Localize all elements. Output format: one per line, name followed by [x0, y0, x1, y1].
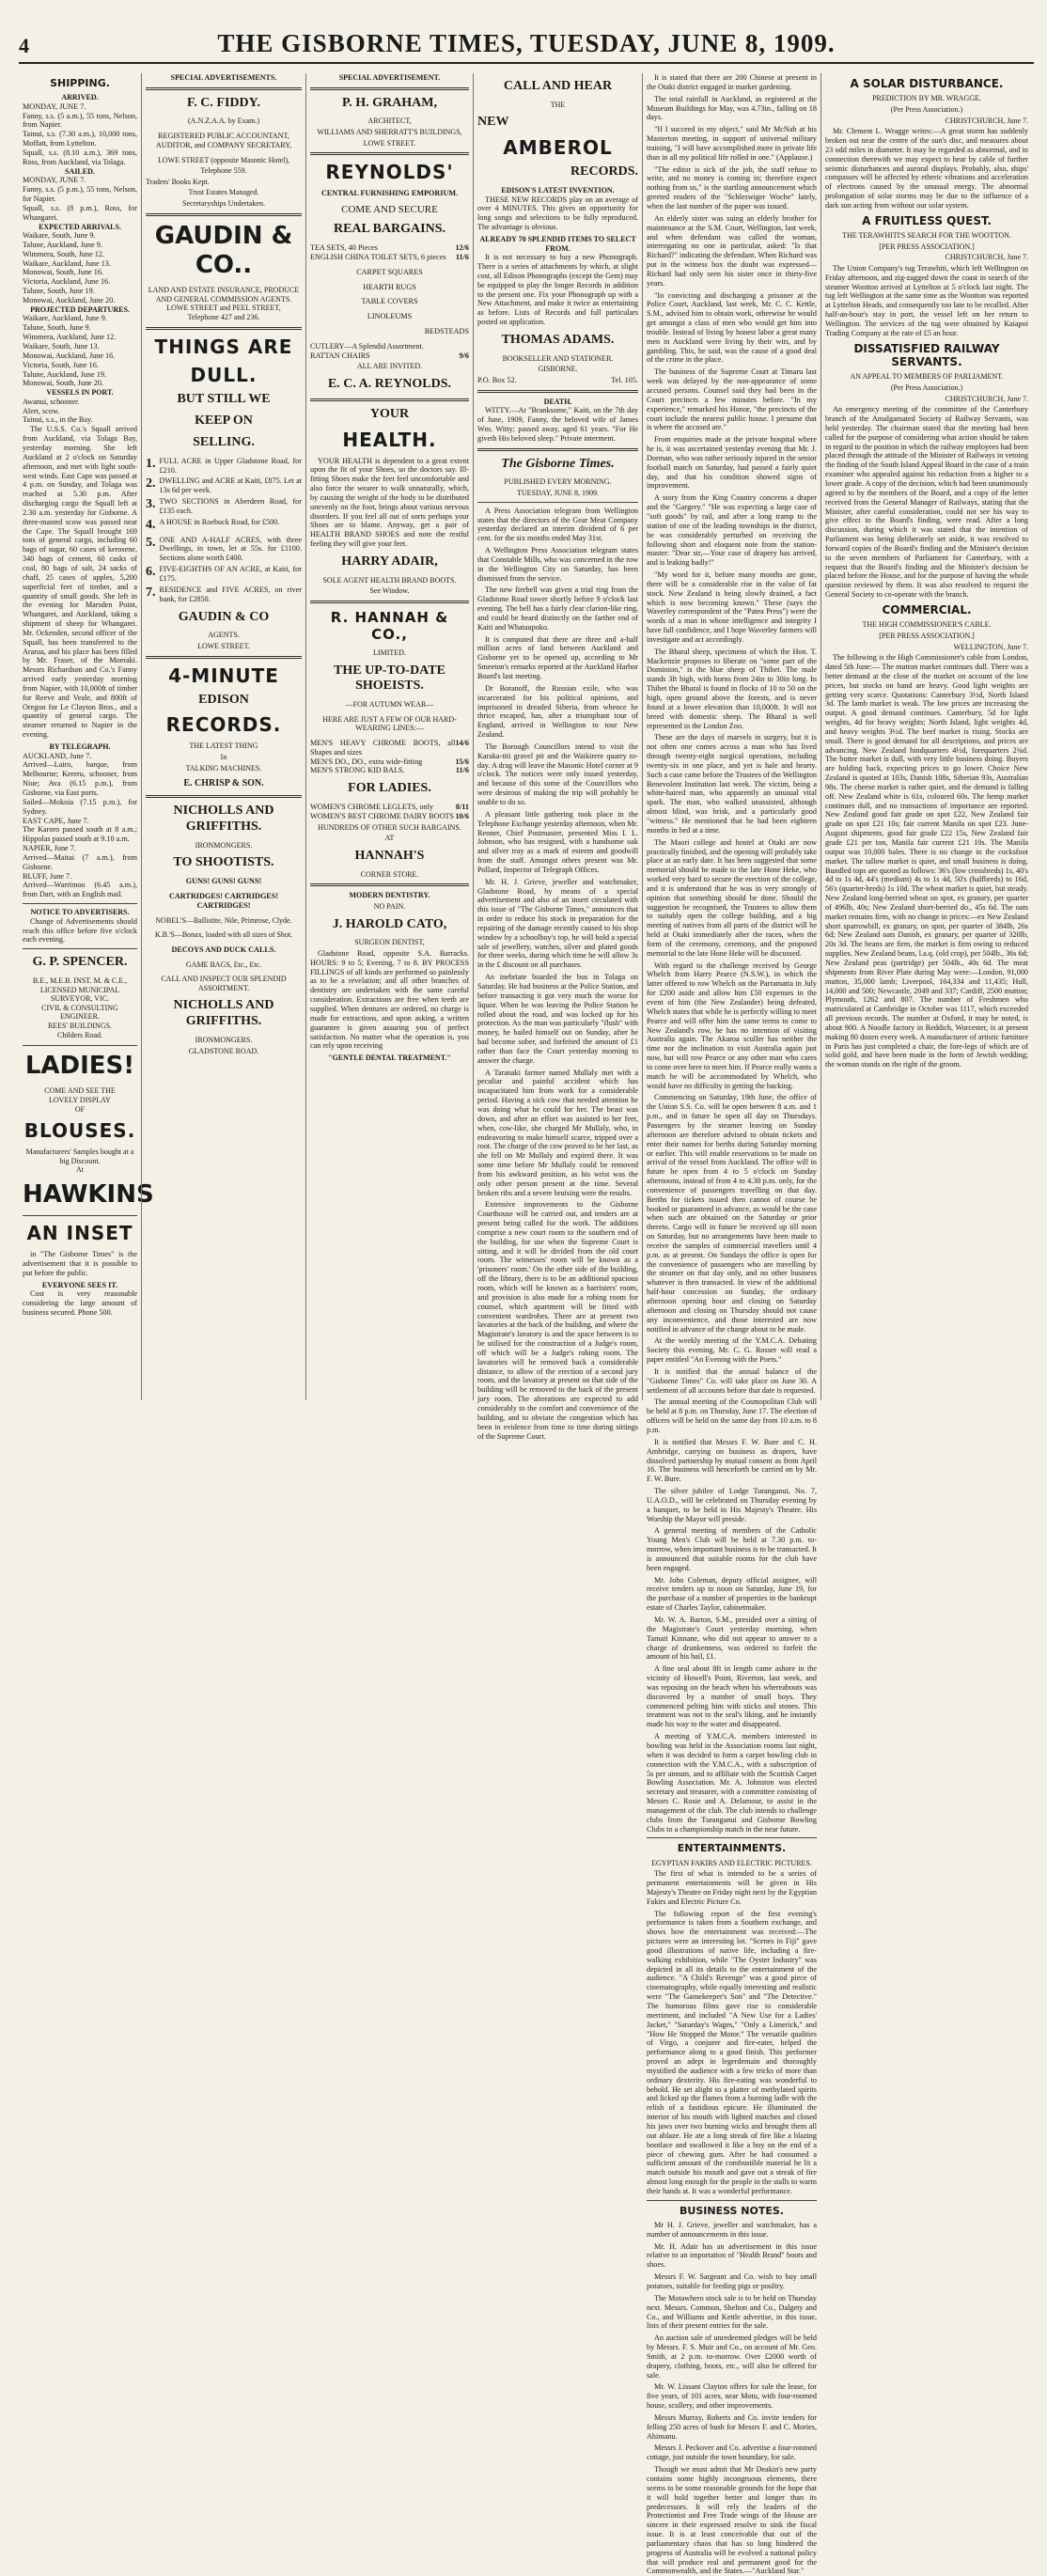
news-paragraph: These are the days of marvels in surgery, but it is not often one comes across a man who has lived through twenty-eight surgical operations, including twenty-six in one place, and yet is hale and hearty. Such a case came before the Trustees of the Wellington Benevolent Institution last week. The victim, being a white-haired man, who apparently an unusual vital spark. The man, who walked unassisted, although almost blind, was brisk, and a particularly good "witness." He mentioned that he had been eighteen months in bed at a time. — [647, 733, 817, 835]
news-paragraph: Dr Boranoff, the Russian exile, who was incarcerated for his political opinions, and imprisoned in dreaded Siberia, from whence he thrice escaped, has, after a triumphant tour of England, arrived in Wellington to tour New Zealand. — [477, 683, 638, 740]
inset-body: in "The Gisborne Times" is the advertisement that it is possible to put before the public. — [23, 1250, 137, 1277]
projected-list — [23, 314, 137, 388]
news-paragraph: "If I succeed in my object," said Mr McNab at his Masterton meeting, in support of universal military training, "I will have accomplished more in private life than in all my political life rolled in one." (Applause.) — [647, 125, 817, 162]
amberol-heading: AMBEROL — [503, 136, 613, 160]
surgeon-label: SURGEON DENTIST, — [354, 938, 425, 947]
iron-label: IRONMONGERS. — [195, 840, 253, 850]
property-number: 7. — [146, 585, 156, 600]
new-label: NEW — [477, 115, 509, 130]
news-paragraph: An inebriate boarded the bus in Tolaga on Saturday. He had business at the Police Station, and before transacting it got very much the worse for liquor. When he was leaving the Police Station he rolled about the road, and was locked up for his protection. As the man was particularly "flush" with money, he bailed himself out on Sunday, after he had become sober, and forfeited the amount of £1 rather than face the Court yesterday morning to answer the charge. — [477, 973, 638, 1065]
property-text: DWELLING and ACRE at Kaiti, £875. Let at 13s 6d per week. — [159, 476, 302, 495]
solar-heading: A SOLAR DISTURBANCE. — [850, 77, 1004, 90]
special-ads-heading: SPECIAL ADVERTISEMENTS. — [170, 73, 277, 82]
records-label: RECORDS. — [570, 164, 638, 180]
bed-label: BEDSTEADS — [424, 327, 469, 336]
property-number: 3. — [146, 497, 156, 512]
ladies-lines — [23, 1086, 137, 1114]
ladies-heading: LADIES! — [24, 1052, 135, 1081]
telegraph-line: BLUFF, June 7. — [23, 871, 72, 881]
utd-label: THE UP-TO-DATE SHOEISTS. — [334, 663, 445, 694]
news-paragraph: The total rainfall in Auckland, as registered at the Museum Buildings for May, was 4.73in., falling on 18 days. — [647, 94, 817, 122]
blouses-line: Manufacturers' Samples bought at a — [25, 1147, 134, 1157]
table-label: TABLE COVERS — [361, 297, 418, 306]
spencer-line: LICENSED MUNICIPAL SURVEYOR, VIC. — [39, 985, 120, 1004]
commercial-body: The following is the High Commissioner's cable from London, dated 5th June:— The mutton market continues dull. There was a better demand at the close of the market on account of the low prices, but stocks on hand are heavy. Good light weights are getting very scarce. Quotations: Canterbury 3½d, North Island 3d. The lamb market is weak. The low prices are increasing the output. A good demand continues. Canterbury, 5d for light weights, 4d for heavy weights; North Island, light weights 4d, and heavy weights 3½d. The beef market is rising. Stocks are small. There is good demand for all descriptions, and prices are advancing. New Zealand hindquarters 4½d, forequarters 2¾d. The butter market is dull, with very little business doing. Buyers are holding back, expecting prices to go lower. Choice New Zealand is quoted at 103s, Danish 108s, Siberian 93s, Australian 98s. The cheese market is rather quiet, and the demand is falling off. New Zealand white is 61s, coloured 60s. The hemp market continues dull, and no transactions of importance are reported. New Zealand good fair grade on spot £22, New Zealand fair grade on spot £21 10s; fair current Manila on spot £23. June-August shipments, good fair grade £22 15s, New Zealand fair grade £21 per ton, Manila fair current £21 10s. The Manila output was 10,000 bales. There is no change in the cocksfoot market. The tallow market is quiet, and small business is doing. Bundled tops are quoted as follows: 36's (low crossbreds) 1s, 40's 4d to 1s 4d, 44's (medium) 4s to 1s 4d, 50's (halfbreds) to 16d, 56's (quarter-breds) 1s 10d. The wheat market is quiet, but steady. New Zealand long-berried wheat on spot, ex granary, per quarter of 496lb, 40s; New Zealand short-berried do., 45s 6d. The oats market remains firm, with no change in prices:—ex New Zealand short sparrowbill, ex granary, on spot, per quarter of 384lb, 26s 6d; New Zealand oats Danish, ex granary, per quarter of 320lb, 20s 3d. The beans are firm, the market is firm owing to reduced supplies. New Zealand beans, l.a.q. (old crop), per 504lb., 36s 6d; New Zealand peas (partridge) per 504lb., 40s 6d. The meat shipments from River Plate during May were:—London, 91,000 mutton, 35,000 lamb; Liverpool, 164,334 and 11,435; Hull, 14,000 and 500; Newcastle, 2049 and 337; Cardiff, 2500 mutton; Plymouth, 1262 and 807. The number of Freshmen who matriculated at Cambridge in October was 1117, which exceeded all previous records. The number at Oxford, it may be noted, is about 900. A Noodle factory in Reddich, Worcester, is at present making 80 dozen every week. A manufacturer of artistic furniture in Paris has just completed a chair, the fore-legs of which are of solid gold, and have been made in the form of Jewish wedding; the woman stands on the right of the groom. — [825, 653, 1028, 1069]
news-paragraphs-1 — [477, 507, 638, 1442]
property-number: 5. — [146, 535, 156, 550]
sailed-heading: SAILED. — [65, 166, 95, 176]
property-item — [146, 536, 302, 564]
property-item — [146, 565, 302, 584]
price-value: 12/6 — [455, 243, 469, 252]
entertainments-sub: EGYPTIAN FAKIRS AND ELECTRIC PICTURES. — [651, 1858, 812, 1867]
reynolds-name: REYNOLDS' — [325, 161, 454, 184]
telephone: Tel. 105. — [611, 375, 638, 384]
property-text: FIVE-EIGHTHS OF AN ACRE, at Kaiti, for £175. — [159, 565, 302, 584]
ladies-label: FOR LADIES. — [348, 781, 431, 796]
mens2-label: MEN'S DO., DO., extra wide-fitting — [310, 757, 423, 766]
agents-label: AGENTS. — [208, 631, 240, 640]
vessel-line: Tainui, s.s., in the Bay. — [23, 415, 93, 425]
news-paragraph: "In convicting and discharging a prisoner at the Police Court, Auckland, last week, Mr. C. C. Kettle, S.M., advised him to obtain work, otherwise he would get amongst a class of men who would get him into trouble. Instead of living by honest labor a great many men in Auckland were living by their wits, and by gambling. This, he said, was the cause of a good deal of the crime in the place. — [647, 290, 817, 365]
expected-line: Wimmera, South, June 12. — [23, 249, 104, 258]
but-heading: BUT STILL WE — [177, 392, 271, 407]
published-label: PUBLISHED EVERY MORNING. — [504, 477, 612, 487]
news-paragraph: "The editor is sick of the job, the staff refuse to write, and no money is coming in; therefore expect nothing from us," is the startling announcement which greeted readers of the "Schleswiger Woche" lately, when the last number of the paper was issued. — [647, 164, 817, 211]
property-text: TWO SECTIONS in Aberdeen Road, for £135 each. — [159, 497, 302, 515]
issue-date: TUESDAY, JUNE 8, 1909. — [516, 489, 600, 498]
adair-sub: SOLE AGENT HEALTH BRAND BOOTS. — [322, 575, 457, 585]
masthead-title: THE GISBORNE TIMES, TUESDAY, JUNE 8, 1909. — [217, 29, 836, 57]
telegraph-line: AUCKLAND, June 7. — [23, 751, 92, 760]
fruitless-heading: A FRUITLESS QUEST. — [862, 213, 992, 227]
business-paragraph: An auction sale of unredeemed pledges will be held by Messrs. F. S. Muir and Co., on account of Mr. Geo. Smith, at 2 p.m. to-morrow. Over £2000 worth of drapery, clothing, boots, etc., will also be offered for sale. — [647, 2334, 817, 2380]
hearth-label: HEARTH RUGS — [363, 282, 416, 291]
projected-line: Waikare, Auckland, June 9. — [23, 314, 107, 323]
property-text: ONE AND A-HALF ACRES, with three Dwellings, in town, let at 55s. for £1100. Sections alone worth £400. — [159, 535, 302, 563]
entertainment-paragraph: The following report of the first evening's performance is taken from a Southern exchange, and shows how the entertainment was received:—The pictures were an interesting lot. "Scenes in Fiji" gave good illustrations of native life, including a fire-walking exhibition, while "The Oyster Industry" was depicted in all its details to the entertainment of the audience. "A Child's Revenge" was a good piece of cinematography, while equally interesting and realistic were "The Gamekeeper's Son" and "The Detective." The humorous films gave rise to considerable merriment, and included "A New Use for a Ladies' Jacket," "Saturday's Wages," "Only a Limerick," and "How He Stopped the Motor." The versatile qualities of Virgo, a conjurer and fire-eater, helped the performance along to a good finish. This performer proved an adept in legerdemain and thoroughly mystified the audience with a few tricks of more than ordinary dexterity. His fire-eating was wonderful to behold. He set alight to a platter of methylated spirits and licked up the flames from a burning ladle with the relish of a fastidious epicure. He illuminated the interior of his mouth with lighted matches and closed his jaws over two burning wicks and brought them all out ablaze. He ate a long streak of fire like a blazing bootlace and swallowed it like a boy on the end of a piece of chewing gum. After he had consumed a sufficient amount of the combustible material he lit a match outside his mouth and gave out a streak of fire almost long enough for the people in the stalls to warm their hands at. It was a wonderful performance. — [647, 1909, 817, 2195]
death-body: WITTY.—At "Branksome," Kaiti, on the 7th day of June, 1909, Fanny, the beloved wife of James Wm. Witty; passed away, aged 61 years. "For He giveth His beloved sleep." Private interment. — [477, 406, 638, 443]
modern-label: MODERN DENTISTRY. — [349, 891, 430, 900]
vessels-list — [23, 398, 137, 426]
limited-label: LIMITED. — [373, 648, 406, 657]
column-news-1 — [473, 73, 642, 1441]
local-note: Mr. John Coleman, deputy official assignee, will receive tenders up to noon on Saturday, June 19, for the purchase of a number of properties in the bankrupt estate of Charles Taylor, cabinetmaker. — [647, 1575, 817, 1613]
entertainment-paragraph: The first of what is intended to be a series of permanent entertainments will be given in His Majesty's Theatre on Friday night next by the Egyptian Fakirs and Electric Picture Co. — [647, 1869, 817, 1906]
mens-price: 14/6 — [455, 738, 469, 747]
news-paragraph: The Maori college and hostel at Otaki are now practically finished, and the opening will probably take place at an early date. It has been suggested that some memorial should be made to the late Hone Heke, who worked very hard to secure the erection of the college, and it is understood that he was in very strongly of opinion that something should be done. Should the suggestion be recognised, the Trustees to allow them to suitably open the college building, and a big meeting of natives from all parts of the district will be held at Otaki immediately after the races, when the form of the ceremony, ceremony, and the proposed memorial to the late Hone Heke will be discussed. — [647, 837, 817, 958]
expected-line: Talune, South, June 19. — [23, 287, 95, 296]
hundreds-label: HUNDREDS OF OTHER SUCH BARGAINS. — [318, 822, 461, 832]
telegraph-line: Arrived—Warrimoo (6.45 a.m.), from Dart, with an English mail. — [23, 881, 137, 899]
fiddy-books: Traders' Books Kept. — [146, 177, 210, 186]
already-label: ALREADY 70 SPLENDID ITEMS TO SELECT FROM. — [479, 234, 636, 253]
arrival-line: Tainui, s.s. (7.30 a.m.), 10,000 tons, Moffatt, from Lyttelton. — [23, 130, 137, 148]
graham-street: LOWE STREET. — [363, 138, 416, 148]
property-item — [146, 497, 302, 516]
fiddy-secretary: Secretaryships Undertaken. — [182, 199, 265, 209]
expected-line: Monowai, South, June 16. — [23, 268, 103, 277]
fruitless-sub: THE TERAWHITI'S SEARCH FOR THE WOOTTON. — [842, 231, 1011, 241]
property-number: 6. — [146, 565, 156, 580]
hannahs-name: HANNAH'S — [354, 848, 425, 863]
autumn-label: —FOR AUTUMN WEAR— — [345, 700, 434, 710]
sailing-line: MONDAY, JUNE 7. — [23, 176, 86, 185]
fiddy-telephone: Telephone 559. — [200, 166, 247, 176]
rail-sub: AN APPEAL TO MEMBERS OF PARLIAMENT. — [850, 372, 1004, 382]
fiddy-name: F. C. FIDDY. — [187, 95, 260, 110]
commercial-heading: COMMERCIAL. — [882, 602, 972, 617]
the-label: THE — [550, 100, 566, 109]
price-item: TEA SETS, 40 Pieces — [310, 243, 378, 252]
come-label: COME AND SECURE — [341, 204, 438, 216]
vessels-heading: VESSELS IN PORT. — [46, 388, 114, 398]
gaudin-name: GAUDIN & CO.. — [154, 221, 293, 279]
kid-label: MEN'S STRONG KID BALS. — [310, 766, 405, 775]
game-line: GAME BAGS, Etc., Etc. — [185, 960, 262, 969]
expected-list — [23, 231, 137, 305]
carpet-label: CARPET SQUARES — [356, 267, 423, 276]
press-assoc: (Per Press Association.) — [890, 104, 963, 114]
expected-line: Waikare, South, June 9. — [23, 231, 96, 241]
telegraph-line: NAPIER, June 7. — [23, 844, 76, 853]
nopain-label: NO PAIN. — [373, 901, 406, 911]
property-item — [146, 585, 302, 604]
fiddy-sub: (A.N.Z.A.A. by Exam.) — [188, 117, 259, 126]
business-paragraph: Messrs Murray, Roberts and Co. invite tenders for felling 250 acres of bush for Messrs F. and C. Mories, Ahimanu. — [647, 2412, 817, 2441]
gaudin-line: Telephone 427 and 236. — [187, 312, 260, 321]
news-paragraph: The new firebell was given a trial ring from the Gladstone Road tower shortly before 9 o'clock last evening. The bell has a fairly clear clarion-like ring, and could be heard distinctly on the farther end of Kaiti and Whataupoko. — [477, 585, 638, 632]
rattan-price: 9/6 — [459, 351, 469, 360]
local-note: The annual meeting of the Cosmopolitan Club will be held at 8 p.m. on Thursday, June 17. The election of officers will be held on the same day from 10 a.m. to 8 p.m. — [647, 1397, 817, 1434]
invited-label: ALL ARE INVITED. — [356, 362, 423, 371]
solar-sub: PREDICTION BY MR. WRAGGE. — [872, 94, 981, 103]
projected-line: Monowai, South, June 20. — [23, 379, 103, 388]
real-label: REAL BARGAINS. — [333, 222, 446, 237]
adams-sub: BOOKSELLER AND STATIONER. — [502, 353, 614, 363]
column-telegraph — [820, 73, 1032, 1400]
business-paragraph: The Motawhero stock sale is to be held on Thursday next. Messrs. Common, Shelton and Co., Dalgety and Co., and Williams and Kettle advertise, in this issue, lists of their present entries for the sale. — [647, 2293, 817, 2331]
rail-place: CHRISTCHURCH, June 7. — [945, 394, 1028, 403]
shipping-body: The U.S.S. Co.'s Squall arrived from Auckland, via Tolaga Bay, yesterday morning. She left Auckland at 2 o'clock on Saturday afternoon, and met with light south-west winds. East Cape was passed at 4 p.m. on Sunday, and Tolaga was reached at 5.30 p.m. After discharging cargo the Squall left at 2.30 a.m. yesterday for Gisborne. A three-masted scow was passed near the Cape. The Squall brought 169 tons of general cargo, including 60 bags of sugar, 60 cases of kerosene, 340 bags of cement, 60 casks of coal, 80 bags of salt, 24 sacks of chaff, 25 cases of apples, 5,200 superficial feet of timber, and a quantity of small goods. She left in the evening for Marsden Point, Whangarei, and Auckland, taking a shipment of sheep for Whangarei. Mr. Ockenden, second officer of the Squall, has been transferred to the Ararua, and his place has been filled by Mr. Fraser, of the Moeraki. Messrs Richardson and Co.'s Fanny arrived early yesterday morning from Napier, with 10,000ft of timber for Reeve and Veale, and 800ft of Oregon for Le Clayton Bros., and a quantity of general cargo. The steamer returned to Napier in the evening. — [23, 425, 137, 740]
blouses-line: At — [76, 1165, 84, 1175]
gaudin-line: LAND AND ESTATE INSURANCE, PRODUCE AND GENERAL COMMISSION AGENTS. — [148, 286, 300, 304]
at-label: AT — [384, 834, 395, 843]
expected-line: Victoria, Auckland, June 16. — [23, 277, 111, 287]
central-label: CENTRAL FURNISHING EMPORIUM. — [320, 189, 459, 198]
price-row — [310, 243, 469, 253]
minute-heading: 4-MINUTE — [168, 664, 279, 687]
news-paragraph: A Taranaki farmer named Mullaly met with a peculiar and painful accident which has incapacitated him from work for a considerable period. Having a sick cow that needed attention he was doing what he could for her. The beast was down, and after an effort was assisted to her feet, when, cow-like, she charged Mr Mullaly, who, in endeavoring to make himself scarce, tripped over a root. The charge of the cow proved to be her last, as she fell on Mr Mullaly and expired there. It was some time before Mr Mullaly could be removed from his awkward position, as his wrist was the only other person present at the time. Several broken ribs and a severe bruising were the results. — [477, 1068, 638, 1197]
telegraph-line: The Karoro passed south at 8 a.m.; Hippolas passed south at 9.10 a.m. — [23, 825, 137, 844]
price-item: ENGLISH CHINA TOILET SETS, 6 pieces — [310, 252, 446, 261]
cartridges-line: CARTRIDGES! CARTRIDGES! CARTRIDGES! — [168, 891, 279, 910]
local-note: At the weekly meeting of the Y.M.C.A. Debating Society this evening, Mr. C. G. Rosser will read a paper entitled "An Evening with the Poets." — [647, 1336, 817, 1365]
shipping-heading: SHIPPING. — [50, 77, 110, 89]
new-body: THESE NEW RECORDS play on an average of over 4 MINUTES. This gives an opportunity for long songs and selections to be fully reproduced. The advantage is obvious. — [477, 195, 638, 232]
wbest-label: WOMEN'S BEST CHROME DAIRY BOOTS — [310, 811, 454, 820]
adair-name: HARRY ADAIR, — [341, 554, 438, 569]
kbs-line: K.B.'S—Bonax, loaded with all sizes of Shot. — [154, 930, 293, 940]
business-heading: BUSINESS NOTES. — [680, 2204, 784, 2217]
notice-body: Change of Advertisements should reach this office before five o'clock each evening. — [23, 916, 137, 945]
blouses-lines — [23, 1147, 137, 1175]
mens-label: MEN'S HEAVY CHROME BOOTS, all Shapes and sizes — [310, 738, 456, 757]
wchrome-price: 8/11 — [455, 803, 469, 812]
business-paragraph: Mr. H. Adair has an advertisement in this issue relative to an importation of "Health Brand" boots and shoes. — [647, 2241, 817, 2270]
news-paragraph: A story from the King Country concerns a draper and the "Gargery." "He was expecting a large case of "soft goods" by rail, and after a long tramp to the station of one of the leading townships in the district, he was considerably perturbed on receiving the following short and eloquent note from the station-master: "Dear sir,—Your case of drapery has arrived, and is leaking badly!" — [647, 493, 817, 568]
records-heading: RECORDS. — [165, 713, 282, 737]
projected-line: Monowai, Auckland, June 16. — [23, 351, 116, 360]
rail-heading: DISSATISFIED RAILWAY SERVANTS. — [853, 341, 1000, 369]
vessel-line: Alert, scow. — [23, 406, 60, 415]
spencer-line: CIVIL & CONSULTING ENGINEER. — [41, 1003, 118, 1022]
column-ads-1 — [141, 73, 305, 1400]
spencer-line: B.E., M.E.B. INST. M. & C.E., — [32, 976, 128, 986]
decoys-line: DECOYS AND DUCK CALLS. — [171, 945, 276, 954]
health-body: YOUR HEALTH is dependent to a great extent upon the fit of your Shoes, so the doctors say. Ill-fitting Shoes make the feet feel uncomfortable and also force the wearer to walk unnaturally, which, by causing the weight of the body to be distributed unevenly on the foot, brings about various nervous disorders. If you feel all out of sorts perhaps your Shoes are to blame. Anyway, get a pair of HEALTH BRAND SHOES and note the restful feeling they will give your feet. — [310, 456, 469, 549]
projected-heading: PROJECTED DEPARTURES. — [30, 304, 130, 314]
property-number: 4. — [146, 517, 156, 532]
adams-name: THOMAS ADAMS. — [501, 332, 615, 347]
projected-line: Wimmera, Auckland, June 12. — [23, 333, 117, 342]
spencer-name: G. P. SPENCER. — [32, 955, 128, 970]
news-paragraph: Mr. H. J. Grieve, jeweller and watchmaker, Gladstone Road, by means of a special advertisement and also of an insert circulated with this issue of "The Gisborne Times," announces that in order to reduce his stock in preparation for the repairing of the damage recently caused to his shop window by a schoolboy's top, he will hold a special sale of jewellery, watches, silver and plated goods for three weeks, during which time he will allow 3s in the £ discount on all purchases. — [477, 877, 638, 970]
commercial-place: WELLINGTON, June 7. — [953, 642, 1028, 651]
column-ads-2 — [305, 73, 473, 1400]
news-paragraph: Extensive improvements to the Gisborne Courthouse will be carried out, and tenders are at present being called for the work. The additions comprise a new court room to the southern end of the building, for use when the Supreme Court is sitting, and it will be divided from the old court room. The witnesses' room will be known as a 'prisoners' room.' On the other side of the building, off the library, there is to be an additional spacious room, which will be known as a barristers' room, and provision is also made for a robing room for counsel, which apartment will be fitted with convenient wardrobes. There are at present two lavatories at the back of the building, and where the Magistrate's lavatory is and the space between is to be utilised for the construction of a Judge's room, off which will be a Judge's robing room. The lavatories will be removed back a considerable distance, to allow of the erection of a second jury room, and the lavatory at present on that side of the building will be removed to the back of the present jury room. The alterations are expected to add considerably to the comfort and convenience of the building, and to obviate the congestion which has been in evidence from time to time during sittings of the Supreme Court. — [477, 1200, 638, 1441]
sailings-list — [23, 176, 137, 222]
page-number: 4 — [19, 34, 29, 57]
dull-heading: DULL. — [190, 364, 258, 387]
death-heading: DEATH. — [543, 397, 572, 406]
column-shipping — [19, 73, 154, 1400]
press-assoc-3: (Per Press Association.) — [890, 383, 963, 393]
fiddy-trust: Trust Estates Managed. — [188, 188, 259, 197]
telegraph-line: Sailed—Mokoia (7.15 p.m.), for Sydney. — [23, 797, 137, 816]
mens2-price: 15/6 — [455, 757, 469, 766]
health-heading: HEALTH. — [342, 428, 437, 451]
spencer-line: Childers Road. — [57, 1030, 102, 1039]
business-paragraph: Messrs J. Peckover and Co. advertise a four-roomed cottage, just outside the town boundary, for sale. — [647, 2443, 817, 2462]
arrived-heading: ARRIVED. — [61, 93, 99, 102]
expected-heading: EXPECTED ARRIVALS. — [39, 222, 121, 231]
news-paragraph: A Wellington Press Association telegram states that Constable Mills, who was concerned in the row in the Wellington City on Saturday, has been dismissed from the service. — [477, 546, 638, 583]
wchrome-label: WOMEN'S CHROME LEGLETS, only — [310, 803, 434, 812]
lino-label: LINOLEUMS — [367, 312, 413, 321]
keep-heading: KEEP ON — [195, 414, 253, 429]
blouses-heading: BLOUSES. — [23, 1119, 136, 1143]
telegraph-line: Arrived—Lairo, barque, from Melbourne; Kereru, schooner, from Niue; Ava (6.15 p.m.), from Gisborne, via East ports. — [23, 760, 137, 797]
business-paragraph: Mr H. J. Grieve, jeweller and watchmaker, has a number of announcements in this issue. — [647, 2220, 817, 2239]
corner-label: CORNER STORE. — [360, 869, 419, 879]
hannah-name: R. HANNAH & CO., — [330, 608, 449, 643]
cato-name: J. HAROLD CATO, — [332, 916, 447, 931]
rattan-label: RATTAN CHAIRS — [310, 351, 370, 360]
nicholls-name-2: NICHOLLS AND GRIFFITHS. — [173, 998, 274, 1029]
property-item — [146, 476, 302, 495]
news-paragraph: "My word for it, before many months are gone, there will be a considerable rise in the value of fat stock. New Zealand is being slowly drained, a fact which is now becoming known." These (says the Waverley correspondent of the "Patea Press") were the words of a man in whose intelligence and integrity I have full confidence, and I hope Waverley farmers will investigate and act accordingly. — [647, 570, 817, 644]
local-notes — [647, 1336, 817, 1834]
gisborne-label: GISBORNE. — [538, 365, 578, 374]
projected-line: Talune, Auckland, June 19. — [23, 369, 107, 379]
press-assoc-4: [PER PRESS ASSOCIATION.] — [879, 631, 975, 640]
price-row — [310, 253, 469, 262]
local-note: It is notified that Messrs F. W. Bure and C. H. Ambridge, carrying on business as drapers, have dissolved partnership by mutual consent as from April 16. The business will henceforth be carried on by Mr. F. W. Bure. — [647, 1437, 817, 1484]
latest-label: THE LATEST THING — [189, 742, 258, 751]
business-paragraph: Mr. W. Lissant Clayton offers for sale the lease, for five years, of 101 acres, near Motu, with four-roomed house, scullery, and other improvements. — [647, 2382, 817, 2411]
inset-end: Cost is very reasonable considering the large amount of business secured. Phone 500. — [23, 1289, 137, 1318]
local-note: A fine seal about 8ft in length came ashore in the vicinity of Howell's Point, Riverton, last week, and was reposing on the beach when his whereabouts was discovered by a number of small boys. They commenced pelting him with sticks and stones. This treatment was not to the seal's liking, and he instantly made his way to the water and disappeared. — [647, 1664, 817, 1729]
times-title: The Gisborne Times. — [501, 456, 615, 471]
property-text: A HOUSE in Roebuck Road, for £500. — [159, 517, 280, 526]
sailing-line: Fanny, s.s. (5 p.m.), 55 tons, Nelson, for Napier. — [23, 185, 137, 203]
business-paragraph: Messrs F. W. Sargeant and Co. wish to buy small potatoes, suitable for feeding pigs or poultry. — [647, 2272, 817, 2290]
wbest-price: 10/6 — [455, 811, 469, 820]
business-paragraphs — [647, 2221, 817, 2576]
everyone-heading: EVERYONE SEES IT. — [41, 1280, 118, 1289]
news-paragraphs-2 — [647, 73, 817, 1334]
arrival-line: Squall, s.s. (8.10 a.m.), 369 tons, Ross, from Auckland, via Tolaga. — [23, 148, 137, 166]
telegraph-heading: BY TELEGRAPH. — [49, 742, 111, 751]
news-paragraph: The business of the Supreme Court at Timaru last week was delayed by the non-appearance of some accused persons. Counsel said they had been in the Court precincts a few minutes before. "In my experience," remarked his Honor, "the precincts of the court include the nearest public house. I presume that is where the accused are." — [647, 367, 817, 432]
edison-label: EDISON — [198, 692, 249, 707]
news-paragraph: It is computed that there are three and a-half million acres of land between Auckland and Gisborne yet to be opened up, according to Mr Smeeton's remarks reported at the Auckland Harbor Board's last meeting. — [477, 634, 638, 681]
here-label: HERE ARE JUST A FEW OF OUR HARD-WEARING LINES:— — [322, 714, 457, 733]
kid-price: 11/6 — [455, 766, 469, 775]
masthead — [19, 26, 1034, 64]
property-text: FULL ACRE in Upper Gladstone Road, for £210. — [159, 456, 302, 475]
shooters-heading: TO SHOOTISTS. — [173, 855, 274, 870]
lowe-label: LOWE STREET. — [197, 641, 250, 650]
projected-line: Victoria, South, June 16. — [23, 360, 99, 369]
property-list — [146, 457, 302, 604]
local-note: It is notified that the annual balance of the "Gisborne Times" Co. will take place on June 30. A settlement of all accounts before that date is requested. — [647, 1366, 817, 1395]
notice-heading: NOTICE TO ADVERTISERS. — [30, 908, 130, 917]
guns-line: GUNS! GUNS! GUNS! — [185, 877, 262, 886]
news-paragraph: From enquiries made at the private hospital where he is, it was ascertained yesterday evening that Mr. J. Dorman, who was rather seriously injured in the senior football match on Saturday, had passed a fairly quiet day, and that his condition showed signs of improvement. — [647, 435, 817, 491]
fruitless-body: The Union Company's tug Terawhiti, which left Wellington on Friday afternoon, and zig-zagged down the coast in search of the steamer Wootton arrived at Lyttelton at 5 o'clock last night. The tug left Wellington at the same time as the Wootton was reported at Lyttelton Heads, and consequently too late to be recalled. After half-an-hour's stay in port, the vessel left on her return to Wellington. The services of the tug were obtained by Kaiapoi Trading Company at the rate of £5 an hour. — [825, 263, 1028, 337]
property-item — [146, 518, 302, 534]
business-paragraph: Though we must admit that Mr Deakin's new party contains some highly incongruous elements, there seems to be some reasonable grounds for the hope that it will hold together better and longer than its predecessors. It will rely the leaders of the Protectionist and Free Trade wings of the House are sincere in their expressed resolve to sink the fiscal issue. It is at least conceivable that out of the parliamentary chaos that has so long hindered the progress of Australia will be evolved a national policy that will produce real and permanent good for the Commonwealth, and the States.—"Auckland Star." — [647, 2465, 817, 2576]
solar-body: Mr. Clement L. Wragge writes:—A great storm has suddenly broken out near the centre of the sun's disc, and measures about 23 odd miles in diameter. It may be regarded as abnormal, and in connection therewith we may expect to hear by cable of further seismic disturbances and auroral displays. Probably, also, ships' compasses will be affected by etheric vibrations and acceleration of electrons caused by the unusual energy. The abnormal prolongation of solar storms may be due to the influence of a dark sun acting from without our solar system. — [825, 127, 1028, 210]
local-note: The silver jubilee of Lodge Turanganui, No. 7, U.A.O.D., will be celebrated on Thursday evening by a banquet, to be held in His Majesty's Theatre. His Worship the Mayor will preside. — [647, 1487, 817, 1523]
gentle-label: "GENTLE DENTAL TREATMENT." — [328, 1054, 451, 1063]
cutlery-label: CUTLERY—A Splendid Assortment. — [310, 341, 424, 351]
projected-line: Talune, South, June 9. — [23, 323, 91, 333]
sailing-line: Squall, s.s. (8 p.m.), Ross, for Whangarei. — [23, 203, 137, 222]
telegraph-list — [23, 752, 137, 900]
in-label: In — [220, 752, 227, 761]
chrisp-name: E. CHRISP & SON. — [183, 778, 264, 789]
telegraph-line: EAST CAPE, June 7. — [23, 816, 89, 825]
news-paragraph: A Press Association telegram from Wellington states that the directors of the Gear Meat Company yesterday declared an interim dividend of 6 per cent. for the six months ended May 31st. — [477, 506, 638, 543]
gaudin-line: LOWE STREET and PEEL STREET, — [166, 304, 281, 313]
spencer-lines — [23, 976, 137, 1039]
arrival-line: MONDAY, JUNE 7. — [23, 101, 86, 111]
rail-body: An emergency meeting of the committee of the Canterbury branch of the Amalgamated Society of Railway Servants, was held yesterday. The chairman stated that the meeting had been called for the purpose of considering what action should be taken in regard to the position in which the railway employees had been placed through the attitude of the Minister of Railways in vetoing the finding of the South Island Appeal Board in the case of a train examiner who appealed against his reduction from a higher to a lower grade. A copy of the decision, which had been unanimously agreed to by the members of the Board, and a copy of the letter received from the General Manager of Railways, stating that the Minister, after careful consideration, could not see his way to give effect to the Board's finding, were read. After a long discussion, during which it was stated that the intention of Parliament was being deliberately set aside, it was resolved to forward copies of the Board's finding and the Minister's decision to the seven members of Parliament for Canterbury, with a request that the Board's finding and the Minister's decision be placed before the House, and for the purpose of having the whole question reviewed by them. It was also resolved to request the General Society to co-operate with the branch. — [825, 405, 1029, 600]
po-box: P.O. Box 52. — [477, 375, 517, 384]
gaudin-lines — [146, 286, 302, 321]
entertainments-heading: ENTERTAINMENTS. — [677, 1842, 787, 1855]
ladies-line: COME AND SEE THE — [44, 1086, 116, 1096]
news-paragraph: An elderly sister was suing an elderly brother for maintenance at the S.M. Court, Wellington, last week, and when defendant was called the woman, interrogating no one in particular, asked: "Is that Richard?" indicating the defendant. When Richard was put in the witness box the doubt was expressed—Richard had only seen his sister once in thirty-five years. — [647, 213, 817, 288]
already-body: It is not necessary to buy a new Phonograph. There is a series of attachments by which, at slight cost, all Edison Phonographs (except the Gem) may be equipped to play the longer Records in addition to the present one. Fix your Phonograph up with a New Attachment, and make it twice as entertaining as before. Lists of Records and full particulars posted on application. — [477, 253, 638, 327]
fruitless-place: CHRISTCHURCH, June 7. — [945, 253, 1028, 262]
news-paragraph: The Bharal sheep, specimens of which the Hon. T. Mackenzie proposes to liberate on "some part of the Dominion," is the blue sheep of Thibet. The male stands 3ft high, with horns from 24in to 30in long. In Thibet the Bharal is found in flocks of 10 to 50 on the high, open ground above the forests, and is never found at a lower elevation than 10,000ft. It will not breed with domestic sheep. The Bharal is well represented in the London Zoo. — [647, 647, 817, 730]
architect-label: ARCHITECT, — [367, 117, 412, 126]
expected-line: Talune, Auckland, June 9. — [23, 240, 102, 249]
commercial-sub: THE HIGH COMMISSIONER'S CABLE. — [862, 620, 992, 630]
price-value: 11/6 — [455, 252, 469, 261]
gaudin-agents-name: GAUDIN & CO — [178, 609, 270, 624]
property-number: 2. — [146, 476, 156, 492]
column-news-2 — [642, 73, 820, 2576]
talking-label: TALKING MACHINES. — [185, 763, 262, 773]
ladies-line: OF — [74, 1104, 86, 1114]
local-note: Mr. W. A. Barton, S.M., presided over a sitting of the Magistrate's Court yesterday morning, when Tamati Kinnane, who did not appear to answer to a charge of drunkenness, was ordered to forfeit the amount of his bail, £1. — [647, 1616, 817, 1662]
expected-line: Waikare, Auckland, June 13. — [23, 258, 111, 268]
news-paragraph: The Borough Councillors intend to visit the Karaka-titi gravel pit and the Waikirere quarry to-day. A drag will leave the Masonic Hotel corner at 9 o'clock. The notices were only issued yesterday, and because of this some of the Councillors who were desirous of making the trip will probably be unable to do so. — [477, 742, 638, 806]
iron-label-2: IRONMONGERS. — [195, 1036, 253, 1045]
property-number: 1. — [146, 456, 156, 471]
vessel-line: Awanui, schooner. — [23, 397, 80, 406]
things-heading: THINGS ARE — [154, 336, 293, 359]
local-note: A general meeting of members of the Catholic Young Men's Club will be held at 7.30 p.m. to-morrow, when important business is to be transacted. It is announced that suitable rooms for the club have been engaged. — [647, 1526, 817, 1572]
graham-buildings: WILLIAMS AND SHERRATT'S BUILDINGS, — [317, 127, 462, 136]
news-paragraph: Commencing on Saturday, 19th June, the office of the Union S.S. Co. will be open between 8 a.m. and 1 p.m., and in future be open all day on Thursdays. Passengers by the steamer leaving on Sunday afternoon are therefore advised to obtain tickets and enter their names for berths during Saturday morning or earlier. This will enable reservations to be made on arrival of the vessel from Auckland. The office will in future be open from 4 to 5 o'clock on Sunday afternoons, instead of from 4 to 4.30 p.m. only, for the convenience of passengers travelling on that day. Berths for tickets issued then cannot of course be booked or guaranteed in advance, as would be the case when such are obtained on the Saturday or prior thereto. Cargo will in future be received up till noon on Saturday, but no arrangements have been made to receive the samples of commercial travellers until 4 p.m. as at present. On Sundays the office is open for the convenience of passengers who are travelling by the steamer on that day only, and no other business whatever is then transacted. In view of the additional half-hour concession on Sunday, the ordinary afternoon opening hour and closing on Saturday afternoon and closing on Thursday should not cause any inconvenience, and those interested are now notified in advance of the change about to be made. — [647, 1093, 817, 1334]
nicholls-name: NICHOLLS AND GRIFFITHS. — [173, 804, 274, 834]
selling-heading: SELLING. — [193, 434, 255, 449]
property-item — [146, 457, 302, 476]
cato-body: Gladstone Road, opposite S.A. Barracks. HOURS: 9 to 5; Evening, 7 to 8. BY PROCESS FILLINGS of all kinds are performed so painlessly as to be a revelation; and all other branches of dentistry are undertaken with the same careful consideration. Extractions are free when teeth are supplied. When dentures are ordered, no charge is made for extractions, and upon asking, a written guarantee is given assuring you of perfect satisfaction. No matter what the operation is, you can rely upon receiving — [310, 948, 469, 1051]
fiddy-address: LOWE STREET (opposite Masonic Hotel), — [157, 155, 290, 164]
your-heading: YOUR — [369, 406, 410, 421]
graham-name: P. H. GRAHAM, — [342, 95, 437, 110]
news-paragraph: It is stated that there are 200 Chinese at present in the Otaki district engaged in market gardening. — [647, 73, 817, 91]
window-label: See Window. — [369, 586, 410, 596]
price-list — [310, 243, 469, 262]
nobel-line: NOBEL'S—Ballistite, Nile, Primrose, Clyde. — [155, 915, 292, 925]
property-text: RESIDENCE and FIVE ACRES, on river bank, for £2850. — [159, 585, 302, 603]
column-news-3 — [647, 1336, 817, 2576]
arrivals-list — [23, 102, 137, 167]
solar-place: CHRISTCHURCH, June 7. — [945, 116, 1028, 125]
arrival-line: Fanny, s.s. (5 a.m.), 55 tons, Nelson, from Napier. — [23, 111, 137, 130]
inset-heading: AN INSET — [26, 1222, 133, 1245]
entertainment-paragraphs — [647, 1869, 817, 2196]
ladies-line: LOVELY DISPLAY — [49, 1095, 111, 1104]
fiddy-body: REGISTERED PUBLIC ACCOUNTANT, AUDITOR, and COMPANY SECRETARY, — [155, 131, 292, 149]
gladstone-label: GLADSTONE ROAD. — [188, 1046, 259, 1055]
expected-line: Monowai, Auckland, June 20. — [23, 296, 116, 304]
reynolds-name-2: E. C. A. REYNOLDS. — [327, 376, 452, 391]
news-paragraph: A pleasant little gathering took place in the Telephone Exchange yesterday afternoon, when Mr. Renner, Chief Postmaster, presented Miss I. L. Johnson, who has resigned, with a handsome oak and silver tray as a mark of esteem and goodwill from the staff. Amongst others present was Mr. Pollard, Inspector of Telegraph Offices. — [477, 809, 638, 874]
edison-label: EDISON'S LATEST INVENTION. — [501, 185, 615, 195]
telegraph-line: Arrived—Maitai (7 a.m.), from Gisborne. — [23, 852, 137, 871]
spencer-line: REES' BUILDINGS. — [47, 1021, 113, 1030]
hawkins-name: HAWKINS — [23, 1179, 154, 1209]
call-heading: CALL AND HEAR — [503, 79, 613, 93]
local-note: A meeting of Y.M.C.A. members interested in bowling was held in the Association rooms last night, when it was decided to form a carpet bowling club in connection with the Y.M.C.A., with a subscription of 5s per annum, and to affiliate with the Scottish Carpet Bowling Association. Mr. A. Johnston was elected secretary and treasurer, with a committee consisting of Messrs C. Rosie and A. Delamour, to assist in the management of the club. The club intends to challenge clubs from the Turanganui and Gisborne Bowling Clubs to a championship match in the near future. — [647, 1732, 817, 1834]
blouses-line: big Discount. — [59, 1156, 101, 1165]
special-ad-heading: SPECIAL ADVERTISEMENT. — [338, 73, 441, 82]
press-assoc-2: [PER PRESS ASSOCIATION.] — [879, 242, 975, 251]
projected-line: Waikare, South, June 13. — [23, 341, 100, 351]
call-line: CALL AND INSPECT OUR SPLENDID ASSORTMENT. — [161, 975, 287, 992]
news-paragraph: With regard to the challenge received by George Whelch from Harry Pearce (N.S.W.), in which the latter offered to row Whelch on the Parramatta in July for £200 aside and allow him £50 expenses in the event of him (the New Zealander) being defeated, Whelch states that while he is perfectly willing to meet Pearce and will offer him the same terms to come to New Zealand's row, he has no intention of visiting Australia again. The Akaroa sculler has neither the time nor the inclination to visit Australia again just now, but will row Pearce or any other man who cares to come over here to meet him. If Pearce really wants a match he will be accommodated by Whelch, who would have no difficulty in getting the backing. — [647, 960, 817, 1090]
